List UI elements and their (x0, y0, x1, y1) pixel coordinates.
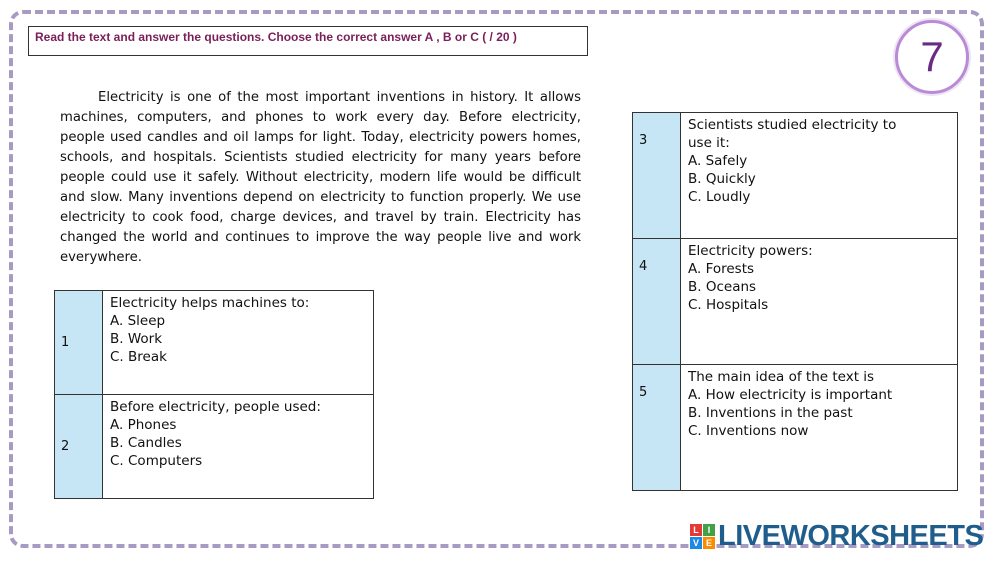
question-number: 3 (633, 113, 681, 239)
reading-passage (60, 88, 581, 268)
passage-text: Electricity is one of the most important inventions in history. It allows machines, computers, and phones to work every day. Before electricity, people used candles and oil lamps for light. Today, electricity powers homes, schools, and hospitals. Scientists studied electricity for many years before people could use it safely. Without electricity, modern life would be difficult and slow. Many inventions depend on electricity to function properly. We use electricity to cook food, charge devices, and travel by train. Electricity has changed the world and continues to improve the way people live and work everywhere. (60, 90, 581, 265)
logo-tile-l: L (690, 524, 702, 536)
question-row-5 (633, 365, 958, 491)
option-a[interactable]: A. Safely (688, 153, 748, 169)
question-row-3 (633, 113, 958, 239)
brand-name: LIVEWORKSHEETS (718, 519, 984, 552)
option-c[interactable]: C. Hospitals (688, 297, 769, 313)
question-row-2 (55, 395, 374, 499)
option-c[interactable]: C. Computers (110, 453, 203, 469)
option-c[interactable]: C. Break (110, 349, 167, 365)
question-number: 4 (633, 239, 681, 365)
option-b[interactable]: B. Work (110, 331, 163, 347)
page-number-badge (895, 20, 969, 94)
question-row-4 (633, 239, 958, 365)
logo-tile-e: E (703, 537, 715, 549)
logo-tile-v: V (690, 537, 702, 549)
question-body[interactable] (681, 365, 958, 491)
option-b[interactable]: B. Oceans (688, 279, 757, 295)
question-body[interactable] (103, 395, 374, 499)
question-body[interactable] (681, 113, 958, 239)
question-prompt-cont: use it: (688, 135, 730, 151)
question-prompt: Electricity helps machines to: (110, 295, 310, 311)
option-b[interactable]: B. Candles (110, 435, 182, 451)
question-number: 2 (55, 395, 103, 499)
option-a[interactable]: A. How electricity is important (688, 387, 893, 403)
question-prompt: The main idea of the text is (688, 369, 875, 385)
question-body[interactable] (103, 291, 374, 395)
question-body[interactable] (681, 239, 958, 365)
question-prompt: Electricity powers: (688, 243, 813, 259)
option-a[interactable]: A. Sleep (110, 313, 166, 329)
page-number: 7 (920, 33, 944, 80)
question-prompt: Before electricity, people used: (110, 399, 321, 415)
option-c[interactable]: C. Loudly (688, 189, 751, 205)
question-prompt: Scientists studied electricity to (688, 117, 897, 133)
option-a[interactable]: A. Phones (110, 417, 177, 433)
instructions-text: Read the text and answer the questions. Choose the correct answer A , B or C ( / 20 ) (35, 30, 517, 44)
questions-table-left (54, 290, 374, 499)
liveworksheets-tiles-icon (690, 524, 715, 549)
liveworksheets-logo[interactable] (690, 519, 984, 552)
question-row-1 (55, 291, 374, 395)
option-c[interactable]: C. Inventions now (688, 423, 809, 439)
option-b[interactable]: B. Quickly (688, 171, 756, 187)
option-b[interactable]: B. Inventions in the past (688, 405, 853, 421)
option-a[interactable]: A. Forests (688, 261, 755, 277)
question-number: 5 (633, 365, 681, 491)
question-number: 1 (55, 291, 103, 395)
logo-tile-i: I (703, 524, 715, 536)
questions-table-right (632, 112, 958, 491)
instructions-box (28, 26, 588, 56)
